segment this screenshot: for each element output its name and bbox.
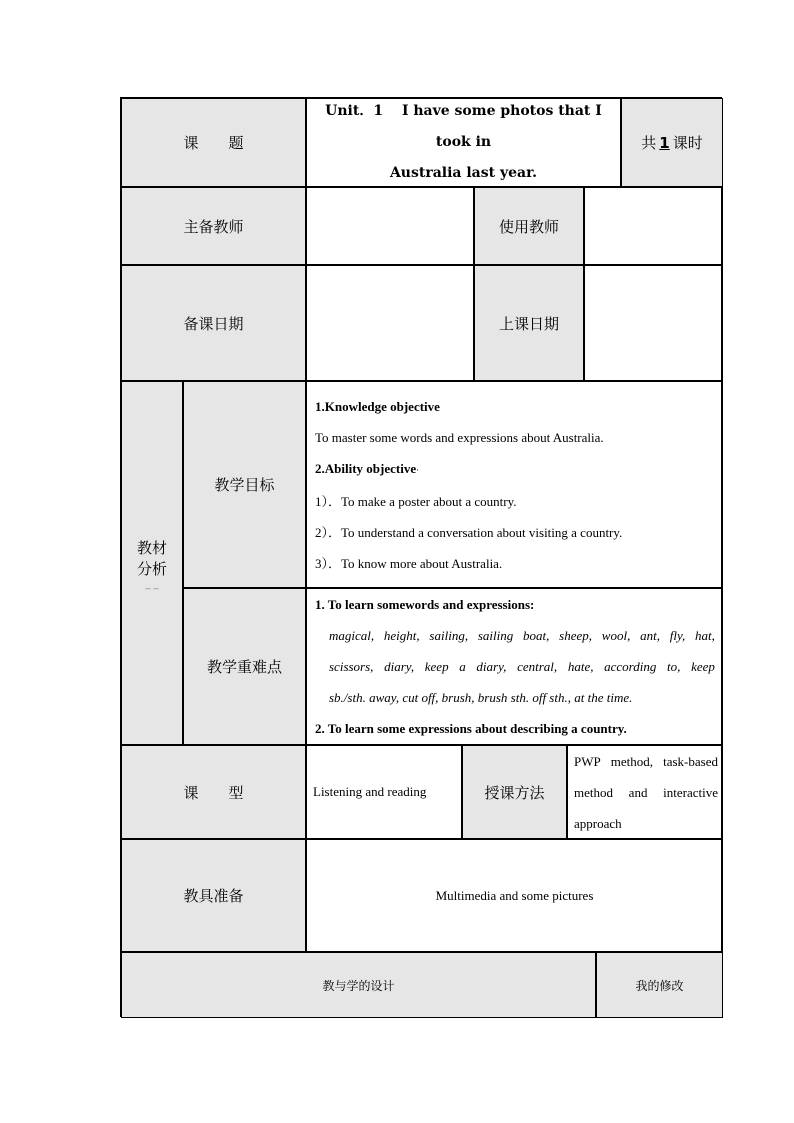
method-label: 授课方法 [484,783,545,802]
prep-date-value-cell [306,265,474,381]
method-word: method, [610,753,654,769]
keyword: keep [691,659,715,674]
keyword: scissors, [329,659,374,674]
method-line-3: approach [574,815,622,831]
keypoints-heading-1: 1. To learn somewords and expressions: [315,597,535,612]
method-word: PWP [574,753,601,769]
user-teacher-label-cell [474,187,584,265]
prep-date-label-cell [121,265,306,381]
design-label-cell [121,952,596,1018]
method-word: task-based [663,753,718,769]
topic-line-1: Unit．1 I have some photos that I took in [325,103,602,150]
objective-line-3: 2）．To understand a conversation about visiting a country. [315,524,623,540]
analysis-group-cell [121,381,183,745]
keyword: to, [667,659,681,674]
course-type-value-cell [306,745,462,839]
keypoints-heading-2: 2. To learn some expressions about describing a country. [315,721,627,736]
prep-date-label: 备课日期 [183,314,244,333]
objective-line-1: To master some words and expressions about Australia. [315,429,604,445]
method-value-cell [567,745,723,839]
keypoints-words-line-1 [315,620,715,651]
objective-heading-mark: · [416,464,420,475]
method-word: interactive [663,784,718,800]
tools-value: Multimedia and some pictures [435,887,594,903]
keyword: hate, [567,659,594,674]
revision-label-cell [596,952,723,1018]
keyword: a [459,659,466,674]
keyword: keep [424,659,449,674]
topic-label-cell [121,98,306,187]
keyword: boat, [523,628,550,643]
period-prefix: 共 [641,134,657,152]
method-line-1 [574,746,718,777]
method-line-2 [574,777,718,808]
keyword: wool, [601,628,631,643]
objectives-content-cell [306,381,723,588]
topic-line-2: Australia last year. [389,165,538,181]
period-suffix: 课时 [672,134,703,152]
main-teacher-value-cell [306,187,474,265]
course-type-label-cell [121,745,306,839]
class-date-value-cell [584,265,723,381]
keyword: fly, [669,628,686,643]
main-teacher-label: 主备教师 [183,217,244,236]
objective-heading-knowledge: 1.Knowledge objective [315,398,440,414]
method-word: method [574,784,613,800]
keypoints-words-line-3: sb./sth. away, cut off, brush, brush sth. off sth., at the time. [329,690,633,705]
user-teacher-value-cell [584,187,723,265]
keyword: diary, [476,659,507,674]
keyword: hat, [695,628,715,643]
course-type-value: Listening and reading [313,784,427,799]
lesson-plan-table [120,97,722,1017]
topic-label: 课 题 [183,134,244,152]
main-teacher-label-cell [121,187,306,265]
period-count: 1 [659,133,670,152]
topic-value-cell [306,98,621,187]
keyword: central, [517,659,558,674]
keyword: magical, [329,628,375,643]
keyword: height, [383,628,420,643]
keypoints-content-cell [306,588,723,745]
keyword: sailing, [429,628,469,643]
course-type-label: 课 型 [183,783,244,802]
class-date-label-cell [474,265,584,381]
analysis-group-marks: _ _ [145,578,159,590]
period-cell [621,98,723,187]
design-label: 教与学的设计 [322,978,395,993]
objectives-label: 教学目标 [214,476,275,494]
method-label-cell [462,745,567,839]
keypoints-words-line-2 [315,651,715,682]
class-date-label: 上课日期 [498,314,559,333]
objective-heading-ability: 2.Ability objective [315,460,417,476]
keyword: diary, [384,659,415,674]
keypoints-label-cell [183,588,306,745]
user-teacher-label: 使用教师 [498,217,559,236]
tools-value-cell [306,839,723,952]
objectives-label-cell [183,381,306,588]
keyword: ant, [640,628,660,643]
revision-label: 我的修改 [635,978,684,993]
keyword: sailing [477,628,514,643]
keypoints-label: 教学重难点 [206,658,282,676]
keyword: according [604,659,657,674]
method-word: and [628,784,648,800]
tools-label: 教具准备 [183,887,244,905]
tools-label-cell [121,839,306,952]
objective-line-2: 1）．To make a poster about a country. [315,493,517,509]
keyword: sheep, [559,628,593,643]
objective-line-4: 3）．To know more about Australia. [315,555,503,571]
analysis-group-label-2: 分析 [136,559,167,578]
analysis-group-label-1: 教材 [136,538,167,557]
